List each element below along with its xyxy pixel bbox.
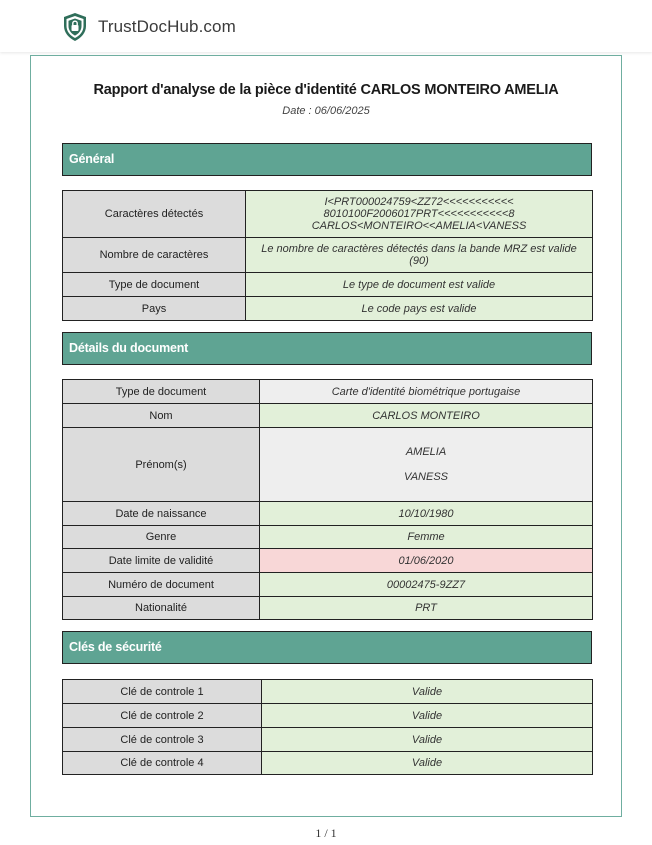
row-value: Carte d'identité biométrique portugaise (260, 380, 593, 404)
row-label: Clé de controle 3 (63, 728, 262, 752)
row-label: Genre (63, 526, 260, 549)
row-value-expired: 01/06/2020 (260, 549, 593, 573)
given-name-2: VANESS (403, 470, 449, 483)
table-row (63, 549, 593, 573)
table-row (63, 704, 593, 728)
shield-lock-icon (62, 12, 88, 42)
mrz-line-1: I<PRT000024759<ZZ72<<<<<<<<<<< (324, 196, 514, 208)
row-value: Le nombre de caractères détectés dans la bande MRZ est valide (90) (246, 238, 593, 273)
row-label: Date de naissance (63, 502, 260, 526)
row-label: Type de document (63, 380, 260, 404)
row-label: Clé de controle 1 (63, 680, 262, 704)
given-names-value (260, 428, 593, 502)
row-value: Valide (262, 680, 593, 704)
row-label: Nombre de caractères (63, 238, 246, 273)
report-title: Rapport d'analyse de la pièce d'identité CARLOS MONTEIRO AMELIA (93, 82, 559, 98)
table-row (63, 273, 593, 297)
page-indicator: 1 / 1 (315, 826, 337, 840)
table-row (63, 380, 593, 404)
details-table (62, 379, 593, 620)
report-page (30, 55, 622, 817)
row-value: 00002475-9ZZ7 (260, 573, 593, 597)
row-value: CARLOS MONTEIRO (260, 404, 593, 428)
row-value: Femme (260, 526, 593, 549)
table-row (63, 238, 593, 273)
row-value: Le code pays est valide (246, 297, 593, 321)
table-row (63, 526, 593, 549)
row-label: Clé de controle 4 (63, 752, 262, 775)
row-label: Nom (63, 404, 260, 428)
row-value: Le type de document est valide (246, 273, 593, 297)
row-label: Pays (63, 297, 246, 321)
brand-name: TrustDocHub.com (98, 17, 236, 36)
table-row (63, 297, 593, 321)
top-bar (0, 0, 652, 52)
security-table (62, 679, 593, 775)
mrz-line-3: CARLOS<MONTEIRO<<AMELIA<VANESS (311, 220, 527, 232)
table-row (63, 502, 593, 526)
report-date: Date : 06/06/2025 (282, 105, 370, 117)
row-label: Numéro de document (63, 573, 260, 597)
table-row (63, 191, 593, 238)
row-label: Clé de controle 2 (63, 704, 262, 728)
row-value: Valide (262, 728, 593, 752)
row-label: Nationalité (63, 597, 260, 620)
mrz-line-2: 8010100F2006017PRT<<<<<<<<<<<8 (323, 208, 515, 220)
table-row (63, 728, 593, 752)
section-header-details: Détails du document (62, 332, 592, 365)
row-label: Date limite de validité (63, 549, 260, 573)
row-label: Type de document (63, 273, 246, 297)
row-value: 10/10/1980 (260, 502, 593, 526)
table-row (63, 573, 593, 597)
brand[interactable] (62, 12, 236, 42)
general-table (62, 190, 593, 321)
table-row (63, 597, 593, 620)
row-value: PRT (260, 597, 593, 620)
row-value: Valide (262, 704, 593, 728)
table-row (63, 752, 593, 775)
table-row (63, 428, 593, 502)
row-value: Valide (262, 752, 593, 775)
row-label: Caractères détectés (63, 191, 246, 238)
mrz-value (246, 191, 593, 238)
section-header-general: Général (62, 143, 592, 176)
row-label: Prénom(s) (63, 428, 260, 502)
section-header-security: Clés de sécurité (62, 631, 592, 664)
given-name-1: AMELIA (405, 445, 447, 458)
table-row (63, 404, 593, 428)
table-row (63, 680, 593, 704)
